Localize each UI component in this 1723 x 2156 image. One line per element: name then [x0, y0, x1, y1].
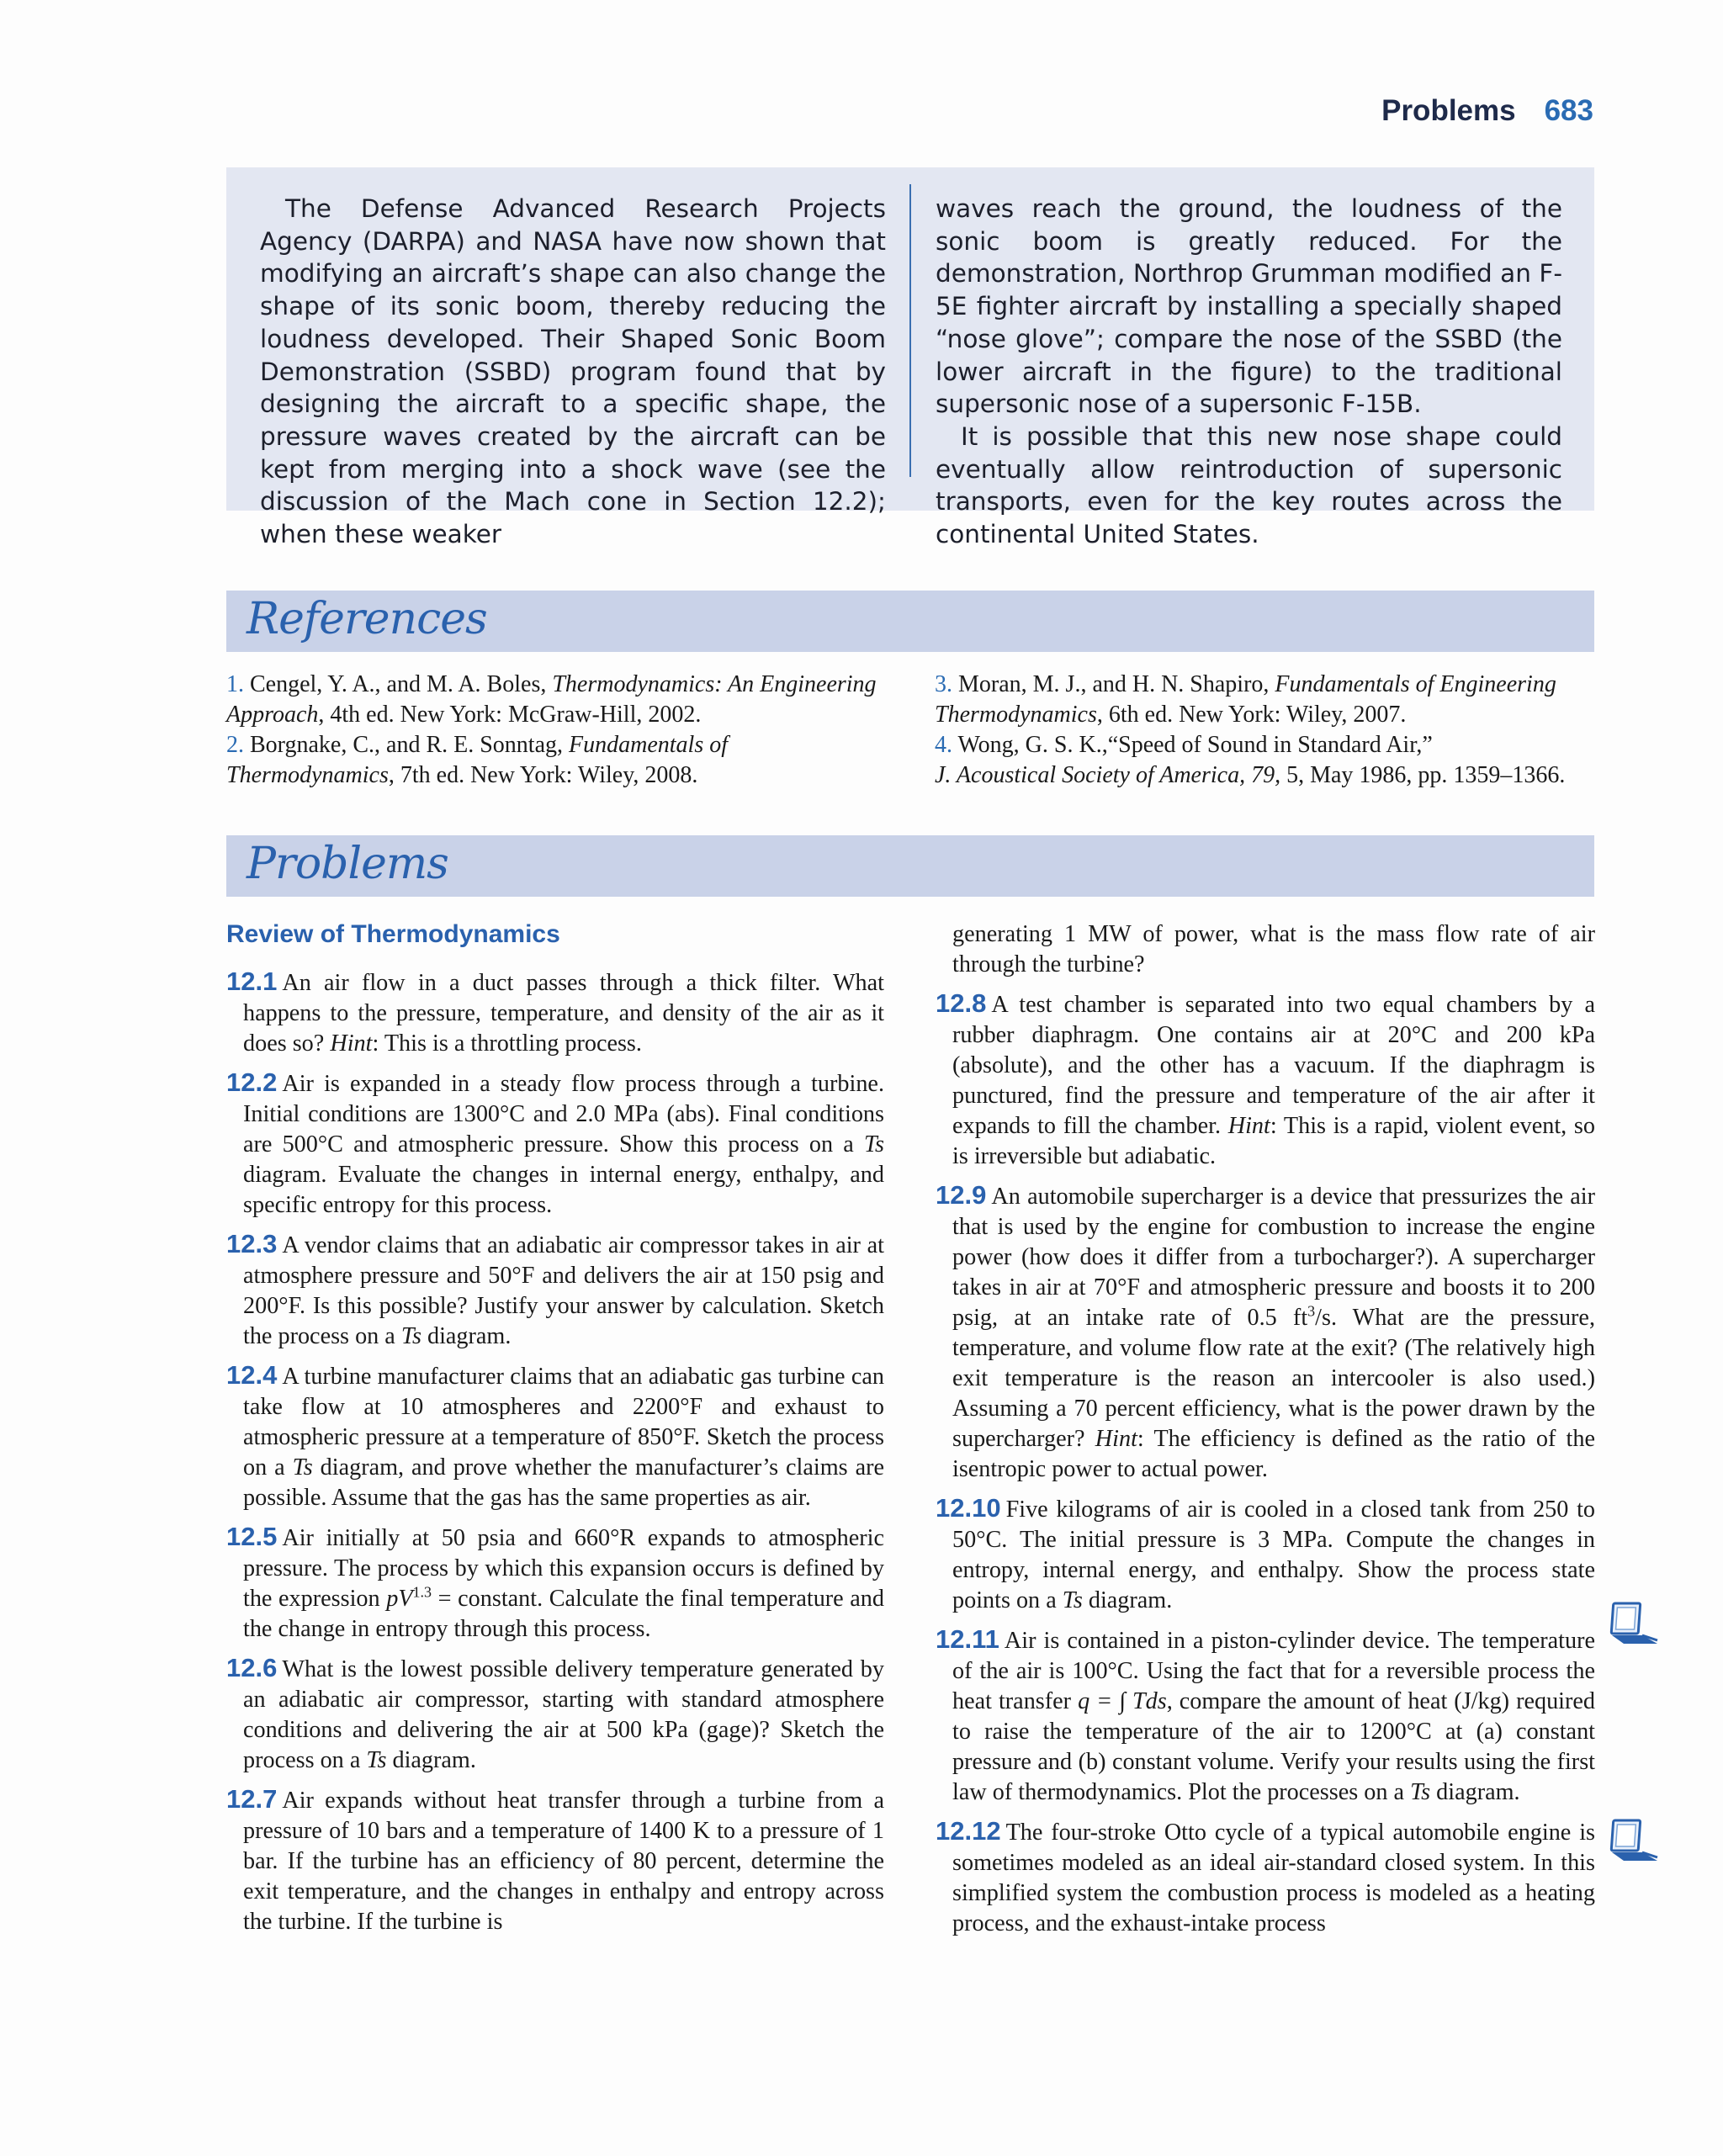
running-head — [1381, 94, 1593, 128]
ts-symbol: Ts — [366, 1747, 387, 1773]
laptop-icon — [1609, 1817, 1661, 1864]
problem-text: diagram. — [386, 1747, 476, 1773]
problem-12-4 — [226, 1360, 884, 1513]
reference-authors: Wong, G. S. K.,“Speed of Sound in Standard Air,” — [952, 732, 1433, 758]
references-heading: References — [247, 594, 487, 644]
problem-12-2 — [226, 1067, 884, 1221]
problem-12-5 — [226, 1522, 884, 1645]
reference-item — [226, 670, 899, 730]
math-expression: q = ∫ Tds — [1078, 1688, 1167, 1714]
sidebar-left-column — [260, 193, 886, 551]
problem-12-7-continued: generating 1 MW of power, what is the mass flow rate of air through the turbine? — [952, 921, 1595, 977]
hint-label: Hint — [1227, 1113, 1270, 1139]
problem-number: 12.1 — [226, 967, 278, 996]
subsection-heading: Review of Thermodynamics — [226, 920, 560, 948]
references-right-column — [935, 670, 1596, 791]
reference-title: J. Acoustical Society of America, 79, — [935, 762, 1281, 788]
problems-banner — [226, 835, 1594, 897]
problems-heading: Problems — [247, 839, 448, 889]
problem-number: 12.12 — [936, 1816, 1001, 1846]
problem-number: 12.11 — [936, 1624, 999, 1654]
problem-number: 12.5 — [226, 1522, 278, 1551]
reference-number: 1. — [226, 671, 244, 697]
problem-text: /s. What are the pressure, temperature, and volume flow rate at the exit? (The relatively high exit temperature is the reason an intercooler is also used.) Assuming a 70 percent efficiency, what is the power drawn by the supercharger? — [952, 1305, 1595, 1452]
laptop-icon — [1609, 1600, 1661, 1647]
ts-symbol: Ts — [1410, 1779, 1431, 1805]
reference-details: , 7th ed. New York: Wiley, 2008. — [388, 762, 698, 788]
ts-symbol: Ts — [292, 1454, 313, 1481]
references-banner — [226, 591, 1594, 652]
ts-symbol: Ts — [863, 1131, 884, 1157]
problem-12-6 — [226, 1653, 884, 1776]
problem-text: A test chamber is separated into two equal chambers by a rubber diaphragm. One contains air at 20°C and 200 kPa (absolute), and the other has a vacuum. If the diaphragm is punctured, find the pressure and temperature of the air after it expands to fill the chamber. — [952, 992, 1595, 1139]
problems-left-column — [226, 919, 884, 1946]
reference-details: 5, May 1986, pp. 1359–1366. — [1280, 762, 1566, 788]
hint-label: Hint — [330, 1030, 373, 1057]
problem-text: : This is a throttling process. — [372, 1030, 642, 1057]
problem-text: , compare the amount of heat (J/kg) required to raise the temperature of the air to 1200°C at (a) constant pressure and (b) constant volume. Verify your results using the first law of thermodynamics. Plot the processes on a — [952, 1688, 1595, 1805]
problem-text: diagram. — [1430, 1779, 1520, 1805]
problem-12-9 — [936, 1180, 1595, 1485]
problem-text: : The efficiency is defined as the ratio of the isentropic power to actual power. — [952, 1426, 1595, 1482]
problem-text: A turbine manufacturer claims that an adiabatic gas turbine can take flow at 10 atmospheres and 2200°F and exhaust to atmospheric pressure at a temperature of 850°F. Sketch the process on a — [243, 1364, 884, 1481]
reference-details: , 4th ed. New York: McGraw-Hill, 2002. — [318, 702, 702, 728]
problem-text: Five kilograms of air is cooled in a closed tank from 250 to 50°C. The initial pressure is 3 MPa. Compute the changes in entropy, internal energy, and enthalpy. Show the process state points on a — [952, 1496, 1595, 1613]
reference-number: 4. — [935, 732, 952, 758]
reference-item — [935, 670, 1596, 730]
problem-12-7 — [226, 1784, 884, 1937]
problem-text: What is the lowest possible delivery temperature generated by an adiabatic air compressor, starting with standard atmosphere conditions and delivering the air at 500 kPa (gage)? Sketch the process on a — [243, 1656, 884, 1773]
problem-text: diagram. — [421, 1323, 512, 1349]
problem-12-12 — [936, 1816, 1595, 1939]
sidebar-right-column — [936, 193, 1562, 551]
problem-number: 12.8 — [936, 988, 987, 1018]
references-left-column — [226, 670, 899, 791]
problem-text: diagram, and prove whether the manufacturer’s claims are possible. Assume that the gas has the same properties as air. — [243, 1454, 885, 1511]
problem-text: Air initially at 50 psia and 660°R expands to atmospheric pressure. The process by which this expansion occurs is defined by the expression — [243, 1525, 884, 1612]
problem-number: 12.7 — [226, 1784, 278, 1814]
page-number: 683 — [1544, 94, 1593, 127]
reference-item — [226, 730, 899, 791]
sidebar-divider — [909, 184, 911, 477]
problem-12-1 — [226, 967, 884, 1059]
reference-number: 2. — [226, 732, 244, 758]
problem-12-11 — [936, 1624, 1595, 1808]
problem-number: 12.9 — [936, 1180, 987, 1210]
sidebar-box — [226, 167, 1594, 549]
sidebar-paragraph: The Defense Advanced Research Projects Agency (DARPA) and NASA have now shown that modifying an aircraft’s shape can also change the shape of its sonic boom, thereby reducing the loudness developed. Their Shaped Sonic Boom Demonstration (SSBD) program found that by designing the aircraft to a specific shape, the pressure waves created by the aircraft can be kept from merging into a shock wave (see the discussion of the Mach cone in Section 12.2); when these weaker — [260, 194, 886, 549]
sidebar-paragraph: It is possible that this new nose shape could eventually allow reintroduction of supersonic transports, even for the key routes across the continental United States. — [936, 421, 1562, 549]
problem-number: 12.3 — [226, 1229, 278, 1258]
problem-text: The four-stroke Otto cycle of a typical automobile engine is sometimes modeled as an ideal air-standard closed system. In this simplified system the combustion process is modeled as a heating process, and the exhaust-intake process — [952, 1820, 1595, 1936]
problem-text: : This is a rapid, violent event, so is irreversible but adiabatic. — [952, 1113, 1595, 1169]
problem-text: diagram. Evaluate the changes in internal energy, enthalpy, and specific entropy for this process. — [243, 1162, 884, 1218]
problem-number: 12.10 — [936, 1493, 1001, 1523]
problem-number: 12.6 — [226, 1653, 278, 1682]
problem-text: Air is contained in a piston-cylinder device. The temperature of the air is 100°C. Using the fact that for a reversible process the heat transfer — [952, 1628, 1595, 1714]
problem-text: = constant. Calculate the final temperature and the change in entropy through this process. — [243, 1586, 884, 1642]
running-head-title: Problems — [1381, 94, 1516, 127]
problem-text: An air flow in a duct passes through a thick filter. What happens to the pressure, temperature, and density of the air as it does so? — [243, 970, 884, 1057]
reference-title: Fundamentals of Engineering Thermodynamics — [935, 671, 1556, 728]
reference-number: 3. — [935, 671, 952, 697]
problem-text: Air is expanded in a steady flow process through a turbine. Initial conditions are 1300°C and 2.0 MPa (abs). Final conditions are 500°C and atmospheric pressure. Show this process on a — [243, 1071, 884, 1157]
problem-number: 12.4 — [226, 1360, 278, 1390]
problem-12-8 — [936, 988, 1595, 1172]
problem-12-3 — [226, 1229, 884, 1352]
problem-text: An automobile supercharger is a device that pressurizes the air that is used by the engine for combustion to increase the engine power (how does it differ from a turbocharger?). A supercharger takes in air at 70°F and atmospheric pressure and boosts it to 200 psig, at an intake rate of 0.5 ft — [952, 1184, 1595, 1331]
reference-details: , 6th ed. New York: Wiley, 2007. — [1096, 702, 1407, 728]
exponent: 3 — [1307, 1302, 1316, 1320]
ts-symbol: Ts — [400, 1323, 421, 1349]
math-expression: pV — [386, 1586, 413, 1612]
reference-title: Thermodynamics: An Engineering Approach — [226, 671, 877, 728]
reference-authors: Cengel, Y. A., and M. A. Boles, — [244, 671, 553, 697]
ts-symbol: Ts — [1062, 1587, 1083, 1613]
sidebar-paragraph: waves reach the ground, the loudness of the sonic boom is greatly reduced. For the demonstration, Northrop Grumman modified an F-5E fighter aircraft by installing a specially shaped “nose glove”; compare the nose of the SSBD (the lower aircraft in the figure) to the traditional supersonic nose of a supersonic F-15B. — [936, 194, 1562, 419]
problem-number: 12.2 — [226, 1067, 278, 1097]
reference-authors: Moran, M. J., and H. N. Shapiro, — [952, 671, 1275, 697]
problems-right-column — [936, 919, 1595, 1947]
hint-label: Hint — [1095, 1426, 1137, 1452]
reference-item — [935, 730, 1596, 791]
problem-12-10 — [936, 1493, 1595, 1616]
reference-authors: Borgnake, C., and R. E. Sonntag, — [244, 732, 570, 758]
problem-text: A vendor claims that an adiabatic air compressor takes in air at atmosphere pressure and 50°F and delivers the air at 150 psig and 200°F. Is this possible? Justify your answer by calculation. Sketch the process on a — [243, 1232, 884, 1349]
reference-title: Fundamentals of Thermodynamics — [226, 732, 729, 788]
problem-text: Air expands without heat transfer through a turbine from a pressure of 10 bars and a temperature of 1400 K to a pressure of 1 bar. If the turbine has an efficiency of 80 percent, determine the exit temperature, and the changes in enthalpy and entropy across the turbine. If the turbine is — [243, 1788, 884, 1935]
exponent: 1.3 — [412, 1583, 432, 1601]
problem-text: diagram. — [1082, 1587, 1173, 1613]
